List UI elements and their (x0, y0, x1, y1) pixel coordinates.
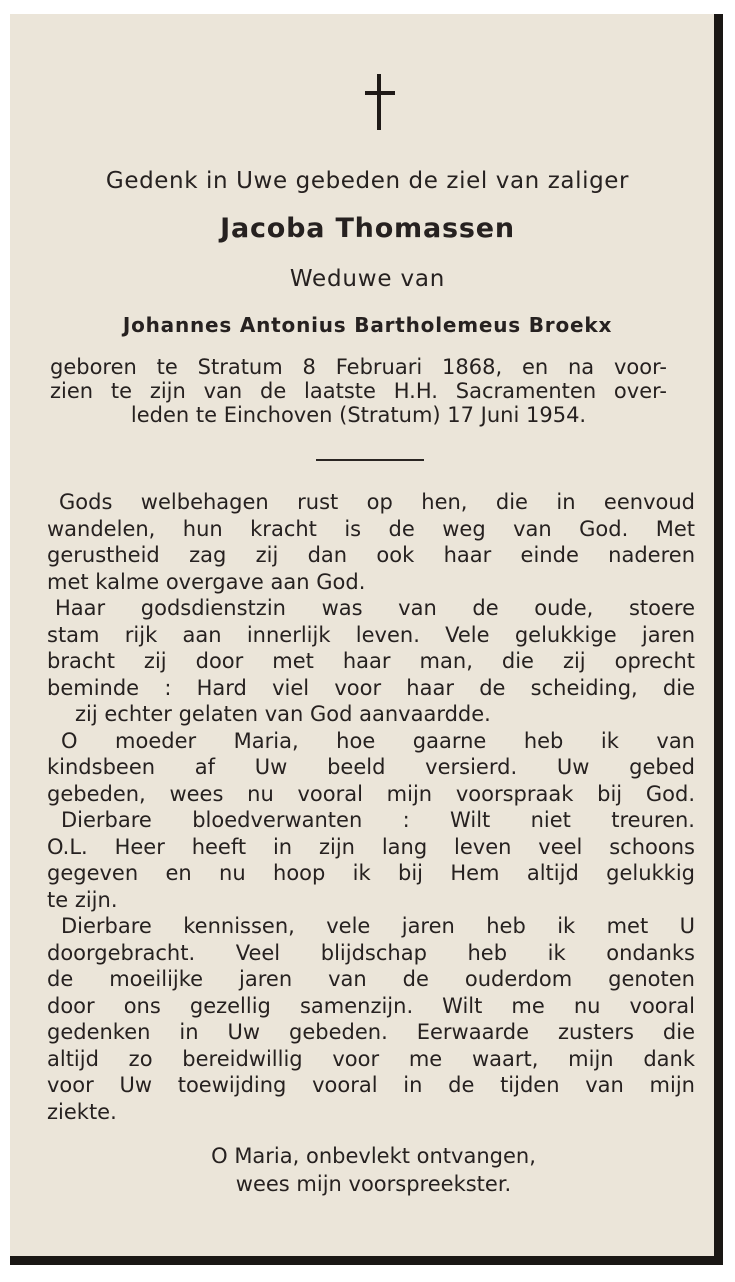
body-line: Gods welbehagen rust op hen, die in eenvoud (59, 490, 695, 514)
intro-line: Gedenk in Uwe gebeden de ziel van zaliger (105, 168, 630, 194)
body-line: door ons gezellig samenzijn. Wilt me nu vooral (47, 993, 695, 1018)
body-line: O.L. Heer heeft in zijn lang leven veel schoons (47, 834, 695, 859)
body-line: stam rijk aan innerlijk leven. Vele gelukkige jaren (47, 622, 695, 647)
body-line: de moeilijke jaren van de ouderdom genoten (47, 967, 695, 991)
body-line: doorgebracht. Veel blijdschap heb ik ondanks (47, 940, 695, 965)
body-line: kindsbeen af Uw beeld versierd. Uw gebed (47, 755, 695, 779)
closing-prayer-line: wees mijn voorspreekster. (235, 1172, 512, 1196)
body-line: Dierbare kennissen, vele jaren heb ik met U (61, 914, 695, 938)
memorial-body-text (47, 489, 695, 1125)
body-line: te zijn. (47, 887, 118, 912)
body-line: altijd zo bereidwillig voor me waart, mijn dank (47, 1046, 695, 1071)
cross-icon (365, 74, 395, 130)
body-line: wandelen, hun kracht is de weg van God. Met (47, 516, 695, 541)
body-line: voor Uw toewijding vooral in de tijden van mijn (47, 1073, 695, 1097)
birth-line: leden te Einchoven (Stratum) 17 Juni 1954. (130, 403, 587, 427)
body-line: zij echter gelaten van God aanvaardde. (75, 702, 491, 726)
cross-icon-horizontal (365, 91, 395, 95)
body-line: gedenken in Uw gebeden. Eerwaarde zusters die (47, 1020, 695, 1044)
body-line: O moeder Maria, hoe gaarne heb ik van (61, 728, 695, 753)
body-line: beminde : Hard viel voor haar de scheiding, die (47, 675, 695, 700)
widow-of-line: Weduwe van (289, 266, 446, 292)
body-line: gebeden, wees nu vooral mijn voorspraak bij God. (47, 781, 695, 806)
divider-rule (316, 459, 424, 461)
body-line: Haar godsdienstzin was van de oude, stoere (55, 596, 695, 620)
closing-prayer-line: O Maria, onbevlekt ontvangen, (211, 1144, 536, 1168)
body-line: gerustheid zag zij dan ook haar einde naderen (47, 543, 695, 567)
body-line: gegeven en nu hoop ik bij Hem altijd gelukkig (47, 861, 695, 885)
cross-icon-vertical (377, 74, 381, 130)
birth-line: zien te zijn van de laatste H.H. Sacramenten over- (50, 379, 667, 403)
birth-death-text (50, 355, 667, 427)
birth-line: geboren te Stratum 8 Februari 1868, en na voor- (50, 355, 667, 379)
body-line: Dierbare bloedverwanten : Wilt niet treuren. (61, 808, 695, 832)
body-line: bracht zij door met haar man, die zij oprecht (47, 649, 695, 673)
spouse-name: Johannes Antonius Bartholemeus Broekx (122, 313, 613, 337)
body-line: ziekte. (47, 1099, 117, 1124)
body-line: met kalme overgave aan God. (47, 569, 366, 594)
deceased-name: Jacoba Thomassen (220, 213, 515, 244)
